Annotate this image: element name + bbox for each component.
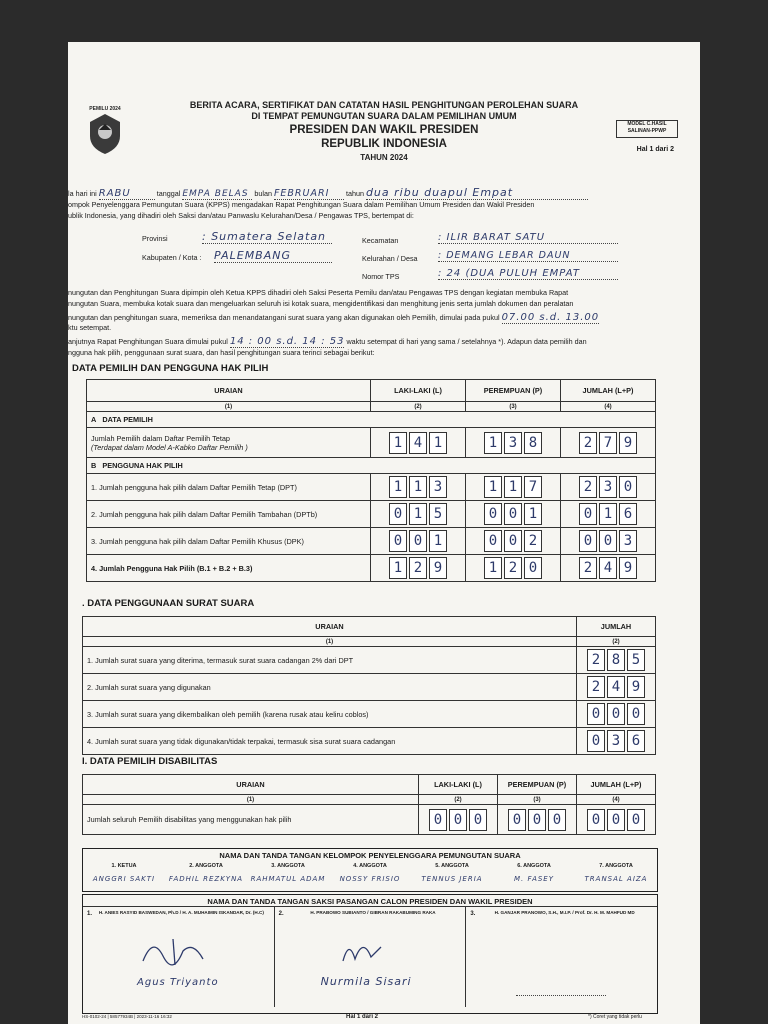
kpps-signature: FADHIL REZKYNA [168,875,244,883]
digit-box[interactable]: 3 [607,730,625,752]
col-num-2b: (2) [577,637,656,647]
kpps-role: 5. ANGGOTA [435,863,469,869]
digit-box[interactable]: 1 [484,432,502,454]
intro-text-1: ompok Penyelenggara Pemungutan Suara (KPPS) mengadakan Rapat Penghitungan Suara dalam Pemilihan Umum Presiden dan Wakil Presiden [68,200,535,209]
digit-box[interactable]: 0 [627,703,645,725]
digit-box[interactable]: 2 [524,530,542,552]
col-num-2c: (2) [419,795,498,805]
digit-box[interactable]: 0 [449,809,467,831]
date-value: EMPA BELAS [182,189,252,200]
digit-box[interactable]: 0 [579,530,597,552]
dpt-row-note: (Terdapat dalam Model A-Kabko Daftar Pemilih ) [91,442,248,452]
intro-text-2: ublik Indonesia, yang dihadiri oleh Saksi dan/atau Panwaslu Kelurahan/Desa / Pengawas TPS, bertempat di: [68,211,414,220]
witness-slot-2 [275,907,467,1007]
kpps-signature: NOSSY FRISIO [339,875,401,883]
kpps-role: 7. ANGGOTA [599,863,633,869]
kpps-role: 1. KETUA [111,863,137,869]
section-a-row [87,412,656,428]
digit-box[interactable]: 9 [619,557,637,579]
digit-box[interactable]: 0 [389,530,407,552]
district-value: : ILIR BARAT SATU [438,232,618,244]
digit-box[interactable]: 1 [484,557,502,579]
kpps-signature: TRANSAL AIZA [584,875,648,883]
digit-box[interactable]: 0 [484,503,502,525]
page-number: Hal 1 dari 2 [636,146,674,153]
kpps-signature: TENNUS JERIA [421,875,483,883]
province-value: : Sumatera Selatan [202,230,332,244]
digit-box[interactable]: 1 [389,476,407,498]
digit-box[interactable]: 0 [429,809,447,831]
digit-box[interactable]: 3 [504,432,522,454]
province-label: Provinsi [142,234,168,243]
tps-label: Nomor TPS [362,272,400,281]
digit-box[interactable]: 0 [587,703,605,725]
a-title: DATA PEMILIH [102,415,153,424]
col-num-1: (1) [87,402,371,412]
digit-box[interactable]: 5 [627,649,645,671]
digit-box[interactable]: 4 [409,432,427,454]
col-uraian-3: URAIAN [83,775,419,795]
para-line-3-text: nungutan dan penghitungan suara, memeriksa dan menandatangani surat suara yang akan digunakan oleh Pemilih, dimulai pada pukul [68,313,500,322]
witness-name-3 [516,991,606,996]
witness-num: 2. [278,911,284,917]
kpps-slot [247,863,329,883]
digit-box[interactable]: 1 [429,530,447,552]
title-line-2: DI TEMPAT PEMUNGUTAN SUARA DALAM PEMILIHAN UMUM [251,111,517,121]
ballot-row-1: 1. Jumlah surat suara yang diterima, termasuk surat suara cadangan 2% dari DPT [83,647,577,674]
digit-box[interactable]: 0 [548,809,566,831]
col-num-3: (3) [466,402,561,412]
digit-box[interactable]: 6 [627,730,645,752]
model-box: MODEL C.HASIL SALINAN-PPWP [616,120,678,138]
date-label: tanggal [156,189,181,198]
digit-box[interactable]: 0 [484,530,502,552]
col-num-2: (2) [371,402,466,412]
intro-line [68,186,700,200]
witness-candidate-pair: H. GANJAR PRANOWO, S.H., M.I.P. / Prof. Dr. H. M. MAHFUD MD [494,910,635,915]
kpu-logo-icon [82,102,128,158]
b3-label: 3. Jumlah pengguna hak pilih dalam Daftar Pemilih Khusus (DPK) [87,528,371,555]
digit-box[interactable]: 9 [429,557,447,579]
witness-candidate-pair: H. ANIES RASYID BASWEDAN, Ph.D / H. A. MUHAIMIN ISKANDAR, Dr. (H.C) [98,910,264,915]
digit-box[interactable]: 1 [409,476,427,498]
digit-box[interactable]: 2 [579,476,597,498]
digit-box[interactable]: 1 [409,503,427,525]
digit-box[interactable]: 0 [508,809,526,831]
col-uraian-2: URAIAN [83,617,577,637]
digit-box[interactable]: 0 [469,809,487,831]
ballot-row-2: 2. Jumlah surat suara yang digunakan [83,674,577,701]
section-c-title: I. DATA PEMILIH DISABILITAS [82,756,218,767]
voter-data-table [86,379,656,582]
digit-box[interactable]: 0 [504,530,522,552]
col-num-4: (4) [561,402,656,412]
ballot-row-3: 3. Jumlah surat suara yang dikembalikan oleh pemilih (karena rusak atau keliru coblos) [83,701,577,728]
kpps-slot [493,863,575,883]
witness-signature-block [82,894,658,1014]
para-line-2: nungutan Suara, membuka kotak suara dan mengeluarkan seluruh isi kotak suara, mengidentifikasi dan menghitung jenis serta jumlah dokumen dan peralatan [68,299,574,308]
digit-box[interactable]: 7 [524,476,542,498]
witness-candidate-pair: H. PRABOWO SUBIANTO / GIBRAN RAKABUMING RAKA [310,910,436,915]
digit-box[interactable]: 1 [504,476,522,498]
witness-name-1: Agus Triyanto [137,977,219,988]
para-line-1: nungutan dan Penghitungan Suara dipimpin oleh Ketua KPPS dihadiri oleh Saksi Peserta Pemilu dan/atau Pengawas TPS dengan kegiatan membuka Rapat [68,288,569,297]
section-b-row [87,458,656,474]
kpps-signature: M. FASEY [513,875,555,883]
footer-note: *) Coret yang tidak perlu [588,1014,642,1020]
kpps-role: 6. ANGGOTA [517,863,551,869]
col-laki: LAKI-LAKI (L) [371,380,466,402]
witness-num: 1. [87,911,93,917]
digit-box[interactable]: 4 [607,676,625,698]
kpps-title: NAMA DAN TANDA TANGAN KELOMPOK PENYELENGGARA PEMUNGUTAN SUARA [219,851,521,860]
col-jumlah: JUMLAH (L+P) [561,380,656,402]
col-jumlah-3: JUMLAH (L+P) [577,775,656,795]
digit-box[interactable]: 1 [389,432,407,454]
digit-box[interactable]: 6 [619,503,637,525]
footer-page: Hal 1 dari 2 [346,1014,379,1020]
digit-box[interactable]: 9 [627,676,645,698]
digit-box[interactable]: 1 [389,557,407,579]
b1-label: 1. Jumlah pengguna hak pilih dalam Daftar Pemilih Tetap (DPT) [87,474,371,501]
digit-box[interactable]: 0 [389,503,407,525]
tps-value: : 24 (DUA PULUH EMPAT [438,268,618,280]
dpt-lp [561,428,656,458]
col-num-1c: (1) [83,795,419,805]
digit-box[interactable]: 1 [429,432,447,454]
digit-box[interactable]: 3 [619,530,637,552]
digit-box[interactable]: 0 [599,530,617,552]
title-line-1: BERITA ACARA, SERTIFIKAT DAN CATATAN HASIL PENGHITUNGAN PEROLEHAN SUARA [189,100,579,110]
village-label: Kelurahan / Desa [362,254,418,263]
digit-box[interactable]: 1 [599,503,617,525]
digit-box[interactable]: 0 [607,809,625,831]
ballot-usage-table [82,616,656,755]
month-value: FEBRUARI [274,188,344,200]
digit-box[interactable]: 1 [484,476,502,498]
witness-name-2: Nurmila Sisari [320,975,412,988]
ballot-row-4: 4. Jumlah surat suara yang tidak digunakan/tidak terpakai, termasuk sisa surat suara cadangan [83,728,577,755]
kpps-role: 3. ANGGOTA [271,863,305,869]
dpt-row-label [87,428,371,458]
svg-text:PEMILU 2024: PEMILU 2024 [89,106,121,112]
kpps-role: 2. ANGGOTA [189,863,223,869]
digit-box[interactable]: 9 [619,432,637,454]
kpps-slot [575,863,657,883]
city-label: Kabupaten / Kota : [142,253,202,262]
section-b-title: . DATA PENGGUNAAN SURAT SUARA [82,598,255,609]
col-uraian: URAIAN [87,380,371,402]
signature-scribble-icon [335,933,395,969]
a-letter: A [91,415,97,424]
section-a-title: DATA PEMILIH DAN PENGGUNA HAK PILIH [72,363,269,374]
kpps-slot [411,863,493,883]
disability-row-label: Jumlah seluruh Pemilih disabilitas yang menggunakan hak pilih [83,805,419,835]
para-line-6: ngguna hak pilih, penggunaan surat suara, dan hasil penghitungan suara terinci sebagai berikut: [68,348,375,357]
title-line-3: PRESIDEN DAN WAKIL PRESIDEN [289,124,479,136]
digit-box[interactable]: 3 [429,476,447,498]
digit-box[interactable]: 2 [409,557,427,579]
form-sheet [68,42,700,1024]
footer-code: HS-0102-24 | 58577934B | 2023-11-16 16:32 [82,1014,172,1019]
b-title: PENGGUNA HAK PILIH [102,461,183,470]
village-value: : DEMANG LEBAR DAUN [438,250,618,262]
kpps-slot [165,863,247,883]
digit-box[interactable]: 0 [579,503,597,525]
digit-box[interactable]: 5 [429,503,447,525]
digit-box[interactable]: 0 [409,530,427,552]
witness-slot-1 [83,907,275,1007]
year-value: dua ribu duapul Empat [366,186,588,200]
digit-box[interactable]: 0 [627,809,645,831]
kpps-signature-block [82,848,658,892]
month-label: bulan [254,189,272,198]
col-perempuan-3: PEREMPUAN (P) [498,775,577,795]
b4-label: 4. Jumlah Pengguna Hak Pilih (B.1 + B.2 + B.3) [87,555,371,582]
para-line-3 [68,312,599,323]
disability-table [82,774,656,835]
dpt-l [371,428,466,458]
digit-box[interactable]: 0 [504,503,522,525]
col-perempuan: PEREMPUAN (P) [466,380,561,402]
city-value: PALEMBANG [214,249,332,263]
kpps-slot [329,863,411,883]
para-line-5-tail: waktu setempat di hari yang sama / setelahnya *). Adapun data pemilih dan [346,337,587,346]
signature-scribble-icon [133,931,223,971]
digit-box[interactable]: 0 [587,730,605,752]
digit-box[interactable]: 2 [579,432,597,454]
digit-box[interactable]: 0 [587,809,605,831]
day-value: RABU [99,188,155,200]
prep-time-value: 07.00 s.d. 13.00 [501,312,600,323]
para-line-4: ktu setempat. [68,323,112,332]
digit-box[interactable]: 2 [587,649,605,671]
title-line-4: REPUBLIK INDONESIA [321,138,447,150]
digit-box[interactable]: 0 [528,809,546,831]
dpt-row-text: Jumlah Pemilih dalam Daftar Pemilih Tetap [91,433,230,443]
digit-box[interactable]: 0 [619,476,637,498]
witness-num: 3. [470,911,476,917]
para-line-5-text: anjutnya Rapat Penghitungan Suara dimulai pukul [68,337,228,346]
dpt-p [466,428,561,458]
year-label: tahun [345,189,364,198]
b2-label: 2. Jumlah pengguna hak pilih dalam Daftar Pemilih Tambahan (DPTb) [87,501,371,528]
digit-box[interactable]: 0 [607,703,625,725]
col-num-3c: (3) [498,795,577,805]
col-jumlah-2: JUMLAH [577,617,656,637]
col-num-4c: (4) [577,795,656,805]
digit-box[interactable]: 2 [504,557,522,579]
digit-box[interactable]: 7 [599,432,617,454]
count-time-value: 14 : 00 s.d. 14 : 53 [229,336,345,347]
b-letter: B [91,461,97,470]
digit-box[interactable]: 8 [607,649,625,671]
kpps-signature: ANGGRI SAKTI [92,875,156,883]
digit-box[interactable]: 4 [599,557,617,579]
digit-box[interactable]: 3 [599,476,617,498]
kpps-signature: RAHMATUL ADAM [250,875,326,883]
district-label: Kecamatan [362,236,399,245]
kpps-slot [83,863,165,883]
digit-box[interactable]: 0 [524,557,542,579]
para-line-5 [68,336,587,347]
kpps-role: 4. ANGGOTA [353,863,387,869]
title-year: TAHUN 2024 [360,153,408,162]
col-laki-3: LAKI-LAKI (L) [419,775,498,795]
digit-box[interactable]: 2 [579,557,597,579]
digit-box[interactable]: 8 [524,432,542,454]
col-num-1b: (1) [83,637,577,647]
day-label: la hari ini [68,189,97,198]
digit-box[interactable]: 1 [524,503,542,525]
witness-title: NAMA DAN TANDA TANGAN SAKSI PASANGAN CALON PRESIDEN DAN WAKIL PRESIDEN [83,895,657,907]
digit-box[interactable]: 2 [587,676,605,698]
witness-slot-3 [466,907,657,1007]
